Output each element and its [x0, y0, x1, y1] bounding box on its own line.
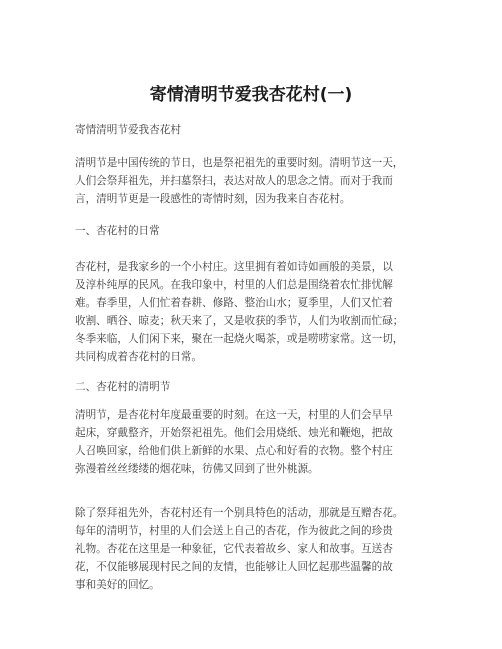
section2-line: 弥漫着丝丝缕缕的烟花味，彷佛又回到了世外桃源。 — [75, 463, 319, 475]
section2b-line: 礼物。杏花在这里是一种象征，它代表着故乡、家人和故事。互送杏 — [75, 543, 393, 555]
section1-paragraph — [75, 258, 435, 366]
section1-heading-text: 一、杏花村的日常 — [75, 225, 160, 237]
section1-line: 共同构成着杏花村的日常。 — [75, 351, 203, 363]
section1-heading — [75, 222, 435, 240]
subtitle-text: 寄情清明节爱我杏花村 — [75, 124, 181, 136]
intro-paragraph — [75, 154, 435, 208]
section2b-line: 除了祭拜祖先外，杏花村还有一个别具特色的活动，那就是互赠杏花。 — [75, 507, 404, 519]
document-subtitle — [75, 121, 435, 139]
intro-line: 清明节是中国传统的节日，也是祭祀祖先的重要时刻。清明节这一天， — [75, 157, 404, 169]
intro-line: 言，清明节更是一段感性的寄情时刻，因为我来自杏花村。 — [75, 193, 351, 205]
document-title: 寄情清明节爱我杏花村(一) — [149, 85, 353, 105]
section1-line: 冬季来临，人们闲下来，聚在一起烧火喝茶，或是唠唠家常。这一切， — [75, 333, 404, 345]
section1-line: 难。春季里，人们忙着春耕、修路、整治山水；夏季里，人们又忙着 — [75, 297, 393, 309]
section2b-line: 花，不仅能够展现村民之间的友情，也能够让人回忆起那些温馨的故 — [75, 561, 393, 573]
section2b-line: 事和美好的回忆。 — [75, 579, 160, 591]
section1-line: 收割、晒谷、晾麦；秋天来了，又是收获的季节，人们为收割而忙碌； — [75, 315, 404, 327]
intro-line: 人们会祭拜祖先，并扫墓祭扫，表达对故人的思念之情。而对于我而 — [75, 175, 393, 187]
section2b-line: 每年的清明节，村里的人们会送上自己的杏花，作为彼此之间的珍贵 — [75, 525, 393, 537]
section2-heading — [75, 378, 435, 396]
section2-heading-text: 二、杏花村的清明节 — [75, 381, 171, 393]
section1-line: 及淳朴纯厚的民风。在我印象中，村里的人们总是围绕着农忙排忧解 — [75, 279, 393, 291]
section2-paragraph-2 — [75, 504, 435, 594]
section1-line: 杏花村，是我家乡的一个小村庄。这里拥有着如诗如画般的美景，以 — [75, 261, 393, 273]
section2-paragraph — [75, 406, 435, 478]
section2-line: 人召唤回家，给他们供上新鲜的水果、点心和好看的衣物。整个村庄 — [75, 445, 393, 457]
section2-line: 起床，穿戴整齐，开始祭祀祖先。他们会用烧纸、烛光和鞭炮，把故 — [75, 427, 393, 439]
section2-line: 清明节，是杏花村年度最重要的时刻。在这一天，村里的人们会早早 — [75, 409, 393, 421]
